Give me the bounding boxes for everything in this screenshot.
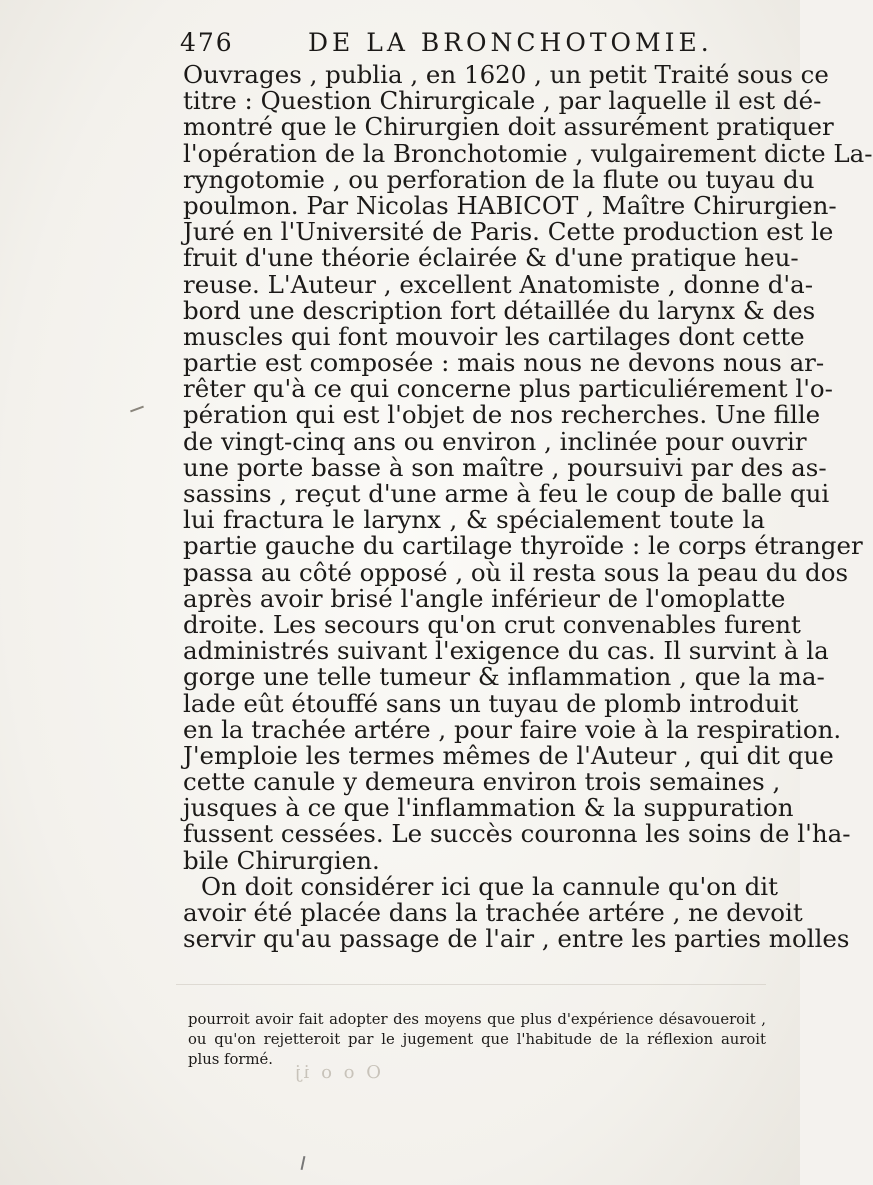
text-line: fussent cessées. Le succès couronna les soins de l'ha- [183, 819, 851, 849]
text-line: cette canule y demeura environ trois semaines , [183, 767, 781, 797]
text-line: rêter qu'à ce qui concerne plus particuliérement l'o- [183, 374, 833, 404]
text-line: montré que le Chirurgien doit assurément pratiquer [183, 112, 834, 142]
text-line: J'emploie les termes mêmes de l'Auteur , qui dit que [183, 740, 834, 770]
text-line: poulmon. Par Nicolas HABICOT , Maître Chirurgien- [183, 190, 837, 220]
text-line: de vingt-cinq ans ou environ , inclinée pour ouvrir [183, 426, 807, 456]
text-line: Juré en l'Université de Paris. Cette production est le [183, 217, 834, 247]
text-line: sassins , reçut d'une arme à feu le coup de balle qui [183, 479, 830, 508]
page-number: 476 [180, 28, 234, 57]
text-line: pération qui est l'objet de nos recherches. Une fille [183, 400, 821, 430]
signature-mark: O o o ij [292, 1062, 381, 1083]
main-text [183, 60, 873, 954]
text-line: droite. Les secours qu'on crut convenables furent [183, 609, 801, 639]
text-line: partie est composée : mais nous ne devons nous ar- [183, 348, 825, 378]
footnote-line: plus formé. [188, 1051, 273, 1068]
text-line: lui fractura le larynx , & spécialement toute la [183, 505, 765, 535]
text-line: Ouvrages , publia , en 1620 , un petit Traité sous ce [183, 60, 829, 89]
text-line: gorge une telle tumeur & inflammation , que la ma- [183, 662, 825, 692]
margin-mark [130, 406, 144, 413]
text-line: après avoir brisé l'angle inférieur de l'omoplatte [183, 583, 786, 613]
footnote-line: ou qu'on rejetteroit par le jugement que l'habitude de la réflexion auroit [188, 1031, 766, 1048]
footnote-divider [176, 984, 766, 997]
text-line: jusques à ce que l'inflammation & la suppuration [183, 793, 794, 823]
text-line: reuse. L'Auteur , excellent Anatomiste , donne d'a- [183, 269, 814, 299]
text-line: l'opération de la Bronchotomie , vulgairement dicte La- [183, 138, 873, 168]
footnote-line: pourroit avoir fait adopter des moyens que plus d'expérience désavoueroit , [188, 1011, 766, 1028]
text-line: titre : Question Chirurgicale , par laquelle il est dé- [183, 86, 822, 116]
margin-mark [301, 1156, 306, 1170]
text-line: une porte basse à son maître , poursuivi par des as- [183, 452, 827, 482]
text-line: bile Chirurgien. [183, 845, 380, 875]
text-line: On doit considérer ici que la cannule qu'on dit [201, 871, 778, 901]
running-title: DE LA BRONCHOTOMIE. [308, 28, 713, 57]
text-line: muscles qui font mouvoir les cartilages dont cette [183, 321, 805, 351]
footnote [188, 1010, 766, 1070]
text-line: fruit d'une théorie éclairée & d'une pratique heu- [183, 243, 799, 273]
text-line: avoir été placée dans la trachée artére , ne devoit [183, 898, 803, 927]
text-line: passa au côté opposé , où il resta sous la peau du dos [183, 557, 849, 587]
text-line: en la trachée artére , pour faire voie à la respiration. [183, 714, 842, 744]
text-line: servir qu'au passage de l'air , entre les parties molles [183, 924, 850, 954]
text-line: bord une description fort détaillée du larynx & des [183, 295, 816, 325]
text-line: lade eût étouffé sans un tuyau de plomb introduit [183, 688, 799, 718]
text-line: administrés suivant l'exigence du cas. Il survint à la [183, 636, 829, 666]
text-line: ryngotomie , ou perforation de la flute ou tuyau du [183, 164, 815, 194]
text-line: partie gauche du cartilage thyroïde : le corps étranger [183, 531, 863, 561]
